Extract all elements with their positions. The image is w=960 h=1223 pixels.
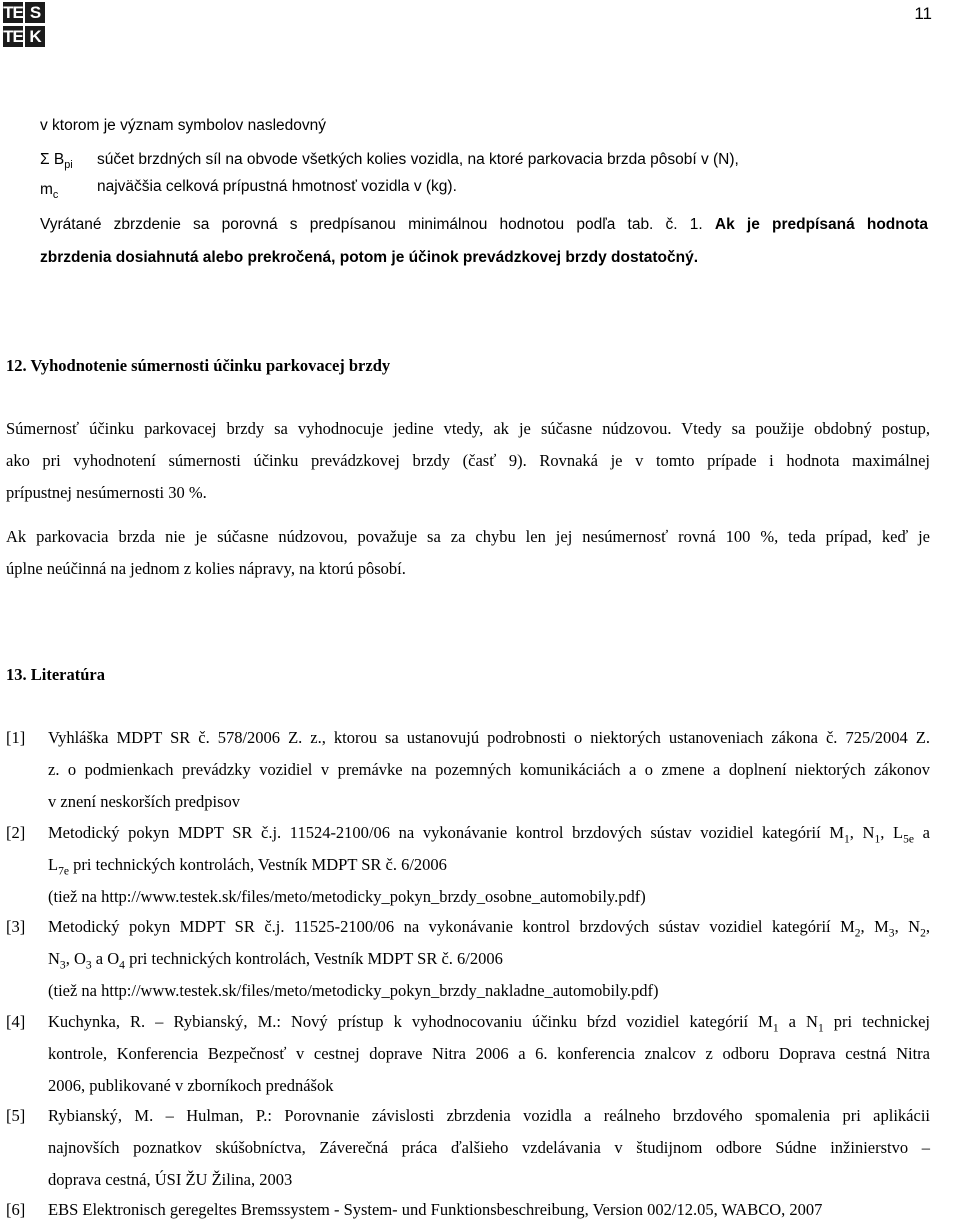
testek-logo xyxy=(3,2,47,48)
reference-line: v znení neskorších predpisov xyxy=(48,792,240,811)
symbol-subscript: pi xyxy=(64,159,73,172)
paragraph-text: Vyrátané zbrzdenie sa porovná s predpísanou minimálnou hodnotou podľa tab. č. 1. xyxy=(40,216,715,233)
text-span: a xyxy=(914,823,930,842)
text-span: Metodický pokyn MDPT SR č.j. 11525-2100/06 na vykonávanie kontrol brzdových sústav vozidiel kategórií M xyxy=(48,917,855,936)
reference-line xyxy=(48,854,447,876)
symbol-subscript: c xyxy=(52,189,59,202)
paragraph-line: ako pri vyhodnotení súmernosti účinku prevádzkovej brzdy (časť 9). Rovnaká je v tomto prípade i hodnota maximálnej xyxy=(6,451,930,470)
subscript: 2 xyxy=(920,927,926,940)
reference-number: [1] xyxy=(6,728,26,747)
bold-conclusion: Ak je predpísaná hodnota xyxy=(714,216,928,233)
section-heading: 13. Literatúra xyxy=(6,665,105,684)
text-span: , M xyxy=(860,917,889,936)
bold-conclusion: zbrzdenia dosiahnutá alebo prekročená, potom je účinok prevádzkovej brzdy dostatočný. xyxy=(40,249,699,266)
reference-line xyxy=(48,822,930,844)
logo-cell: S xyxy=(25,2,45,23)
text-span: Metodický pokyn MDPT SR č.j. 11524-2100/06 na vykonávanie kontrol brzdových sústav vozidiel kategórií M xyxy=(48,823,845,842)
text-span: , N xyxy=(894,917,921,936)
symbol-description: súčet brzdných síl na obvode všetkých kolies vozidla, na ktoré parkovacia brzda pôsobí v (N), xyxy=(97,151,739,168)
reference-url-line: (tiež na http://www.testek.sk/files/meto/metodicky_pokyn_brzdy_nakladne_automobily.pdf) xyxy=(48,981,659,1000)
reference-line: kontrole, Konferencia Bezpečnosť v cestnej doprave Nitra 2006 a 6. konferencia znalcov z odboru Doprava cestná Nitra xyxy=(48,1044,930,1063)
reference-number: [6] xyxy=(6,1200,26,1219)
intro-line: v ktorom je význam symbolov nasledovný xyxy=(40,117,327,134)
text-span: pri technickej xyxy=(823,1012,930,1031)
paragraph-line: prípustnej nesúmernosti 30 %. xyxy=(6,483,207,502)
page-number: 11 xyxy=(914,4,932,23)
reference-number: [5] xyxy=(6,1106,26,1125)
reference-number: [2] xyxy=(6,823,26,842)
text-span: pri technických kontrolách, Vestník MDPT SR č. 6/2006 xyxy=(124,949,503,968)
reference-number: [4] xyxy=(6,1012,26,1031)
text-span: a N xyxy=(778,1012,818,1031)
subscript: 7e xyxy=(58,865,69,878)
subscript: 1 xyxy=(772,1022,779,1035)
text-span: , xyxy=(925,917,930,936)
text-span: , L xyxy=(880,823,904,842)
symbol-sum-bpi xyxy=(40,149,73,171)
subscript: 5e xyxy=(903,833,915,846)
logo-cell: TE xyxy=(3,27,23,46)
result-paragraph-line xyxy=(40,214,928,236)
reference-line: EBS Elektronisch geregeltes Bremssystem - System- und Funktionsbeschreibung, Version 002/12.05, WABCO, 2007 xyxy=(48,1200,823,1219)
reference-line: doprava cestná, ÚSI ŽU Žilina, 2003 xyxy=(48,1170,293,1189)
reference-url-line: (tiež na http://www.testek.sk/files/meto/metodicky_pokyn_brzdy_osobne_automobily.pdf) xyxy=(48,887,646,906)
subscript: 3 xyxy=(85,959,92,972)
text-span: L xyxy=(48,855,59,874)
text-span: , O xyxy=(65,949,86,968)
text-span: Kuchynka, R. – Rybianský, M.: Nový prístup k vyhodnocovaniu účinku bŕzd vozidiel kategórií M xyxy=(48,1012,773,1031)
reference-number: [3] xyxy=(6,917,26,936)
logo-cell: TE xyxy=(3,3,23,22)
subscript: 1 xyxy=(844,833,850,846)
symbol-description: najväčšia celková prípustná hmotnosť vozidla v (kg). xyxy=(97,178,457,195)
reference-line: Vyhláška MDPT SR č. 578/2006 Z. z., ktorou sa ustanovujú podrobnosti o niektorých ustanoveniach zákona č. 725/2004 Z. xyxy=(48,728,930,747)
subscript: 1 xyxy=(817,1022,824,1035)
logo-cell: K xyxy=(25,26,45,47)
text-span: pri technických kontrolách, Vestník MDPT SR č. 6/2006 xyxy=(69,855,447,874)
reference-line xyxy=(48,916,930,938)
subscript: 1 xyxy=(874,833,881,846)
section-heading: 12. Vyhodnotenie súmernosti účinku parkovacej brzdy xyxy=(6,356,391,375)
subscript: 4 xyxy=(119,959,125,972)
reference-line xyxy=(48,948,503,970)
subscript: 2 xyxy=(854,927,861,940)
reference-line: Rybianský, M. – Hulman, P.: Porovnanie závislosti zbrzdenia vozidla a reálneho brzdového spomalenia pri aplikácii xyxy=(48,1106,930,1125)
text-span: a O xyxy=(91,949,120,968)
reference-line: z. o podmienkach prevádzky vozidiel v premávke na pozemných komunikáciách a o zmene a doplnení niektorých zákonov xyxy=(48,760,930,779)
paragraph-line: úplne neúčinná na jednom z kolies nápravy, na ktorú pôsobí. xyxy=(6,559,406,578)
paragraph-line: Ak parkovacia brzda nie je súčasne núdzovou, považuje sa za chybu len jej nesúmernosť rovná 100 %, teda prípad, keď je xyxy=(6,527,930,546)
symbol-text: Σ B xyxy=(40,151,65,168)
reference-line: najnovších poznatkov skúšobníctva, Záverečná práca ďalšieho vzdelávania v študijnom odbore Súdne inžinierstvo – xyxy=(48,1138,930,1157)
symbol-text: m xyxy=(40,181,53,198)
subscript: 3 xyxy=(59,959,66,972)
symbol-mc xyxy=(40,179,58,201)
text-span: N xyxy=(48,949,60,968)
subscript: 3 xyxy=(888,927,895,940)
text-span: , N xyxy=(849,823,875,842)
paragraph-line: Súmernosť účinku parkovacej brzdy sa vyhodnocuje jedine vtedy, ak je súčasne núdzovou. Vtedy sa použije obdobný postup, xyxy=(6,419,930,438)
reference-line: 2006, publikované v zborníkoch prednášok xyxy=(48,1076,334,1095)
reference-line xyxy=(48,1011,930,1033)
